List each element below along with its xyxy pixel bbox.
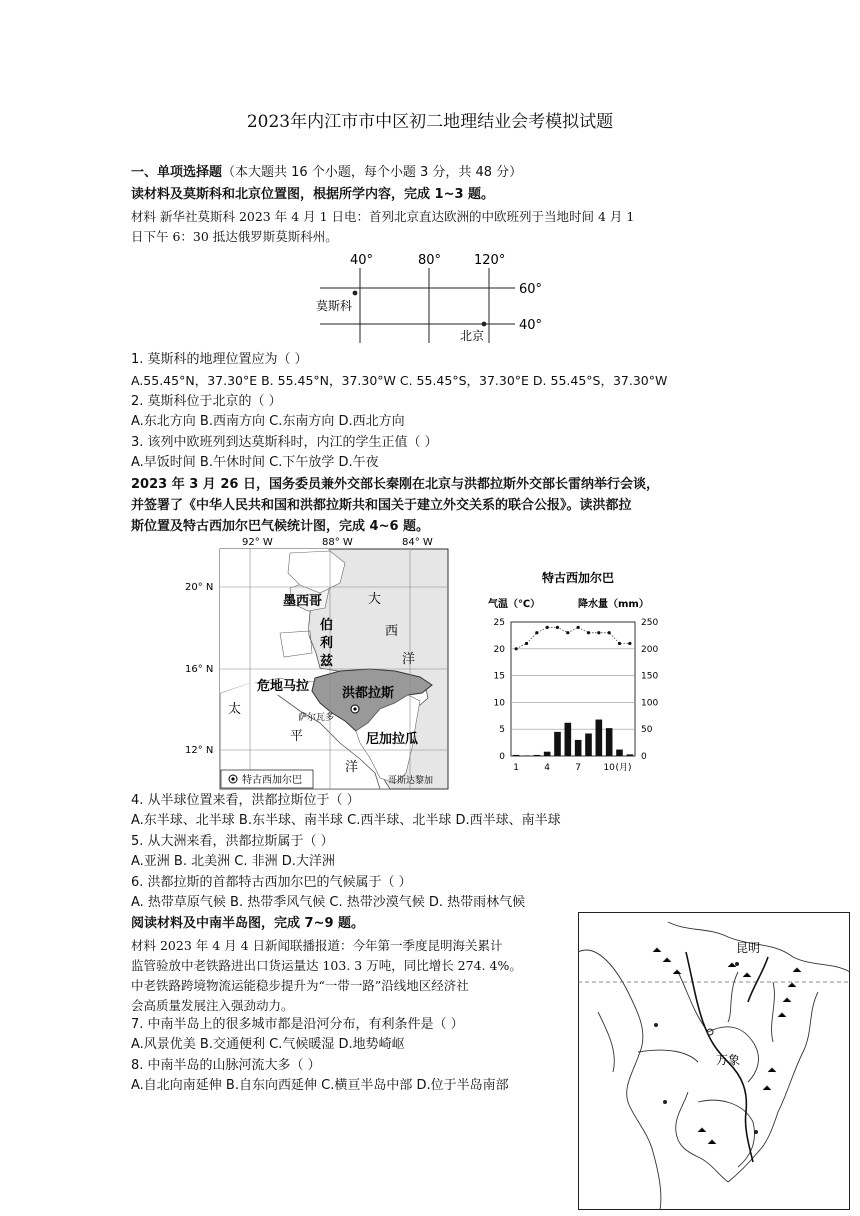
page-title: 2023年内江市市中区初二地理结业会考模拟试题 (246, 112, 614, 132)
g1-material-line2: 日下午 6：30 抵达俄罗斯莫斯科州。 (131, 229, 338, 244)
map-lon-88: 88° W (322, 537, 353, 548)
label-atlantic-1: 大 (368, 592, 382, 607)
tegucigalpa-dot (353, 707, 356, 710)
g1-intro: 读材料及莫斯科和北京位置图，根据所学内容，完成 1~3 题。 (131, 187, 495, 202)
precip-bar (627, 754, 634, 756)
temp-point (515, 647, 518, 650)
label-belize-1: 伯 (320, 618, 334, 633)
precip-bar (616, 750, 623, 756)
q1: 1. 莫斯科的地理位置应为（ ） (131, 352, 308, 367)
city-dot-2 (663, 1100, 667, 1104)
g2-intro2: 并签署了《中华人民共和国和洪都拉斯共和国关于建立外交关系的联合公报》。读洪都拉 (131, 498, 632, 513)
month-tick-label: 10 (603, 763, 615, 773)
label-pacific-1: 太 (228, 702, 242, 717)
g1-material-line1: 材料 新华社莫斯科 2023 年 4 月 1 日电：首列北京直达欧洲的中欧班列于当地时间 4 月 1 (131, 209, 635, 224)
g2-intro3: 斯位置及特古西加尔巴气候统计图，完成 4~6 题。 (131, 519, 430, 534)
precip-bar (575, 740, 582, 756)
g3-intro: 阅读材料及中南半岛图，完成 7~9 题。 (131, 916, 365, 931)
q7: 7. 中南半岛上的很多城市都是沿河分布，有利条件是（ ） (131, 1017, 464, 1032)
map-lon-92: 92° W (242, 537, 273, 548)
temp-point (587, 631, 590, 634)
q5-options: A.亚洲 B. 北美洲 C. 非洲 D.大洋洲 (131, 854, 335, 869)
precip-tick-label: 150 (641, 671, 659, 682)
kunming-dot (735, 962, 739, 966)
indochina-map (578, 912, 850, 1210)
temp-point (556, 626, 559, 629)
temp-point (566, 631, 569, 634)
temp-tick-label: 5 (499, 725, 505, 736)
label-mexico: 墨西哥 (283, 594, 323, 609)
temp-point (628, 642, 631, 645)
map-lat-16: 16° N (185, 664, 214, 675)
lon-label-80: 80° (418, 253, 442, 268)
climate-title: 特古西加尔巴 (541, 571, 615, 585)
q8: 8. 中南半岛的山脉河流大多（ ） (131, 1058, 321, 1073)
city-dot-3 (754, 1130, 758, 1134)
precip-bar (534, 755, 541, 756)
precip-tick-label: 0 (641, 752, 647, 762)
g3-material-line1: 材料 2023 年 4 月 4 日新闻联播报道：今年第一季度昆明海关累计 (131, 938, 503, 953)
climate-chart (478, 560, 668, 782)
precip-bar (513, 755, 520, 756)
q2-options: A.东北方向 B.西南方向 C.东南方向 D.西北方向 (131, 414, 405, 429)
beijing-dot (482, 322, 487, 327)
label-belize-2: 利 (320, 636, 334, 651)
temp-tick-label: 0 (499, 752, 505, 762)
q6: 6. 洪都拉斯的首都特古西加尔巴的气候属于（ ） (131, 875, 412, 890)
map-lat-20: 20° N (185, 582, 214, 593)
g2-intro1: 2023 年 3 月 26 日，国务委员兼外交部长秦刚在北京与洪都拉斯外交部长雷纳举行会谈， (131, 477, 659, 492)
q3: 3. 该列中欧班列到达莫斯科时，内江的学生正值（ ） (131, 435, 438, 450)
month-tick-label: 4 (544, 763, 551, 773)
precip-bar (523, 755, 530, 756)
temp-tick-label: 15 (493, 671, 505, 682)
q8-options: A.自北向南延伸 B.自东向西延伸 C.横亘半岛中部 D.位于半岛南部 (131, 1078, 509, 1093)
legend-label: 特古西加尔巴 (242, 775, 302, 786)
map-lon-84: 84° W (402, 537, 433, 548)
month-tick-label: 1 (513, 763, 520, 773)
q5: 5. 从大洲来看，洪都拉斯属于（ ） (131, 834, 334, 849)
honduras-map (180, 533, 460, 793)
temp-tick-label: 25 (493, 618, 505, 628)
section-note: （本大题共 16 个小题，每个小题 3 分，共 48 分） (222, 165, 523, 180)
precip-bar (606, 728, 613, 756)
g3-material-line3: 中老铁路跨境物流运能稳步提升为“一带一路”沿线地区经济社 (131, 978, 469, 993)
q3-options: A.早饭时间 B.午休时间 C.下午放学 D.午夜 (131, 455, 379, 470)
map-lat-12: 12° N (185, 745, 214, 756)
legend-capital-icon-dot (231, 777, 234, 780)
temp-point (608, 631, 611, 634)
label-pacific-2: 平 (290, 729, 304, 744)
label-nicaragua: 尼加拉瓜 (366, 732, 419, 747)
lat-label-40: 40° (519, 318, 543, 333)
moscow-label: 莫斯科 (316, 299, 353, 313)
temp-point (577, 626, 580, 629)
section-heading (131, 164, 522, 182)
plot-frame (511, 622, 635, 756)
precip-tick-label: 50 (641, 725, 653, 736)
label-atlantic-3: 洋 (402, 652, 416, 667)
section-heading-text: 一、单项选择题 (131, 165, 223, 180)
lon-label-120: 120° (474, 253, 506, 268)
precip-tick-label: 100 (641, 698, 659, 709)
precip-bar (565, 723, 572, 756)
q1-options: A.55.45°N，37.30°E B. 55.45°N，37.30°W C. 55.45°S，37.30°E D. 55.45°S，37.30°W (131, 373, 668, 388)
precip-bar (585, 733, 592, 756)
precip-tick-label: 250 (641, 618, 659, 628)
label-belize-3: 兹 (320, 654, 334, 669)
temp-tick-label: 20 (493, 644, 505, 655)
lat-label-60: 60° (519, 282, 543, 297)
month-tick-label: 7 (575, 763, 582, 773)
label-atlantic-2: 西 (385, 624, 399, 639)
temp-point (618, 642, 621, 645)
temp-tick-label: 10 (493, 698, 505, 709)
precip-tick-label: 200 (641, 644, 659, 655)
precip-bar (596, 720, 603, 756)
temp-axis-label: 气温（℃） (488, 599, 541, 610)
q4: 4. 从半球位置来看，洪都拉斯位于（ ） (131, 793, 360, 808)
temp-point (546, 626, 549, 629)
q7-options: A.风景优美 B.交通便利 C.气候暖湿 D.地势崎岖 (131, 1037, 405, 1052)
beijing-label: 北京 (460, 329, 485, 343)
q4-options: A.东半球、北半球 B.东半球、南半球 C.西半球、北半球 D.西半球、南半球 (131, 813, 561, 828)
q6-options: A. 热带草原气候 B. 热带季风气候 C. 热带沙漠气候 D. 热带雨林气候 (131, 895, 526, 910)
g3-material-line2: 监管验放中老铁路进出口货运量达 103. 3 万吨，同比增长 274. 4%。 (131, 958, 522, 973)
precip-bar (544, 752, 551, 756)
precip-axis-label: 降水量（mm） (578, 599, 649, 610)
label-guatemala: 危地马拉 (257, 679, 310, 694)
moscow-dot (353, 291, 358, 296)
q2: 2. 莫斯科位于北京的（ ） (131, 394, 282, 409)
label-honduras: 洪都拉斯 (342, 686, 395, 701)
lat-lon-diagram (300, 248, 560, 348)
label-elsalvador: 萨尔瓦多 (298, 713, 335, 723)
temp-point (525, 642, 528, 645)
label-pacific-3: 洋 (345, 760, 359, 775)
month-tick-label: (月) (615, 763, 632, 773)
temp-point (597, 631, 600, 634)
temp-point (535, 631, 538, 634)
city-dot-1 (654, 1023, 658, 1027)
precip-bar (554, 732, 561, 756)
g3-material-line4: 会高质量发展注入强劲动力。 (131, 998, 294, 1013)
lon-label-40: 40° (350, 253, 374, 268)
label-costarica: 哥斯达黎加 (388, 776, 434, 786)
temp-line (516, 627, 630, 648)
label-vientiane: 万象 (716, 1053, 741, 1067)
label-kunming: 昆明 (736, 941, 761, 955)
